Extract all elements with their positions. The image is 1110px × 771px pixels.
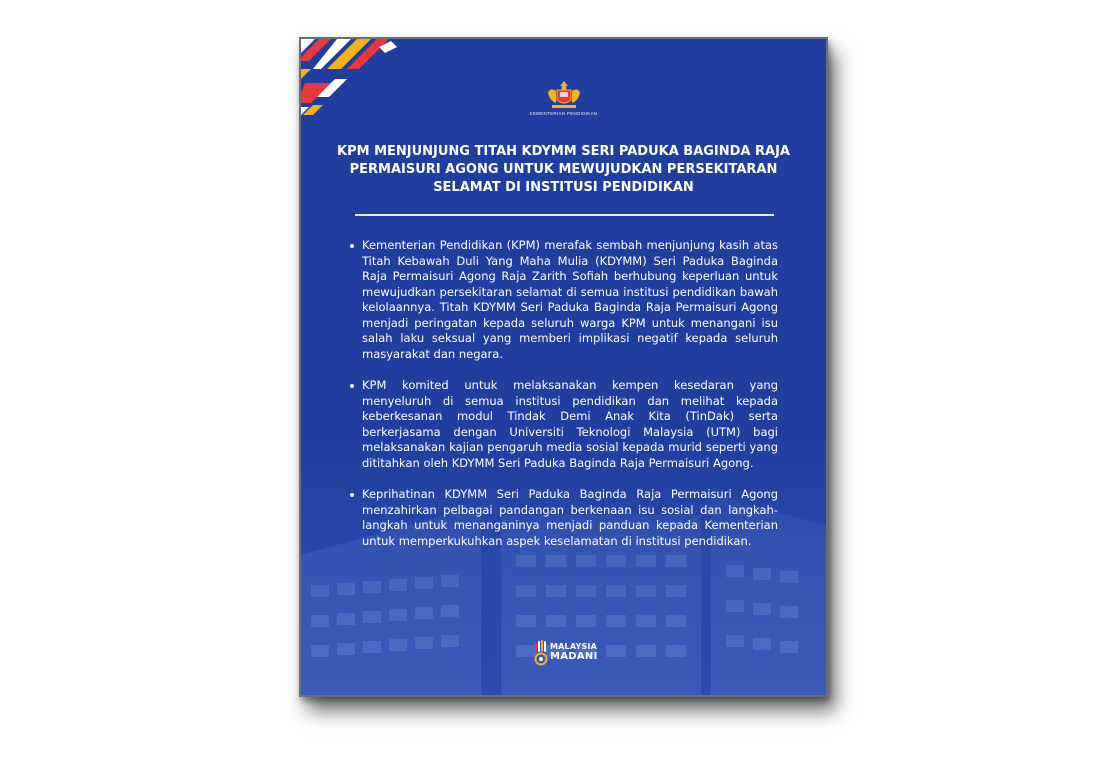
bullet-item	[348, 487, 778, 549]
malaysia-madani-wordmark	[550, 642, 598, 662]
bullet-list	[348, 238, 778, 549]
bullet-item	[348, 378, 778, 471]
wordmark-line-2: MADANI	[550, 651, 598, 662]
bullet-text: Keprihatinan KDYMM Seri Paduka Baginda Raja Permaisuri Agong menzahirkan pelbagai pandangan berkenaan isu sosial dan langkah-langkah untuk menanganinya menjadi panduan kepada Kementerian untuk memperkukuhkan aspek keselamatan di institusi pendidikan.	[362, 487, 778, 548]
bullet-dot-icon	[350, 384, 354, 388]
page-title: KPM MENJUNJUNG TITAH KDYMM SERI PADUKA BAGINDA RAJA PERMAISURI AGONG UNTUK MEWUJUDKAN PERSEKITARAN SELAMAT DI INSTITUSI PENDIDIKAN	[337, 144, 790, 195]
corner-decoration-icon	[301, 39, 401, 119]
divider	[355, 214, 774, 216]
wordmark-line-1: MALAYSIA	[550, 642, 597, 651]
bullet-dot-icon	[350, 493, 354, 497]
poster	[299, 37, 828, 697]
bullet-dot-icon	[350, 244, 354, 248]
ministry-label: KEMENTERIAN PENDIDIKAN	[529, 111, 598, 116]
bullet-text: Kementerian Pendidikan (KPM) merafak sembah menjunjung kasih atas Titah Kebawah Duli Yang Maha Mulia (KDYMM) Seri Paduka Baginda Raja Permaisuri Agong Raja Zarith Sofiah berhubung keperluan untuk mewujudkan persekitaran selamat di semua institusi pendidikan bawah kelolaannya. Titah KDYMM Seri Paduka Baginda Raja Permaisuri Agong menjadi peringatan kepada seluruh warga KPM untuk menangani isu salah laku seksual yang memberi implikasi negatif kepada seluruh masyarakat dan negara.	[362, 238, 778, 361]
coat-of-arms-icon	[544, 79, 584, 111]
bullet-text: KPM komited untuk melaksanakan kempen kesedaran yang menyeluruh di semua institusi pendidikan dan melihat kepada keberkesanan modul Tindak Demi Anak Kita (TinDak) serta berkerjasama dengan Universiti Teknologi Malaysia (UTM) bagi melaksanakan kajian pengaruh media sosial kepada murid seperti yang dititahkan oleh KDYMM Seri Paduka Baginda Raja Permaisuri Agong.	[362, 378, 778, 470]
bullet-item	[348, 238, 778, 362]
malaysia-madani-logo-icon	[533, 640, 549, 666]
